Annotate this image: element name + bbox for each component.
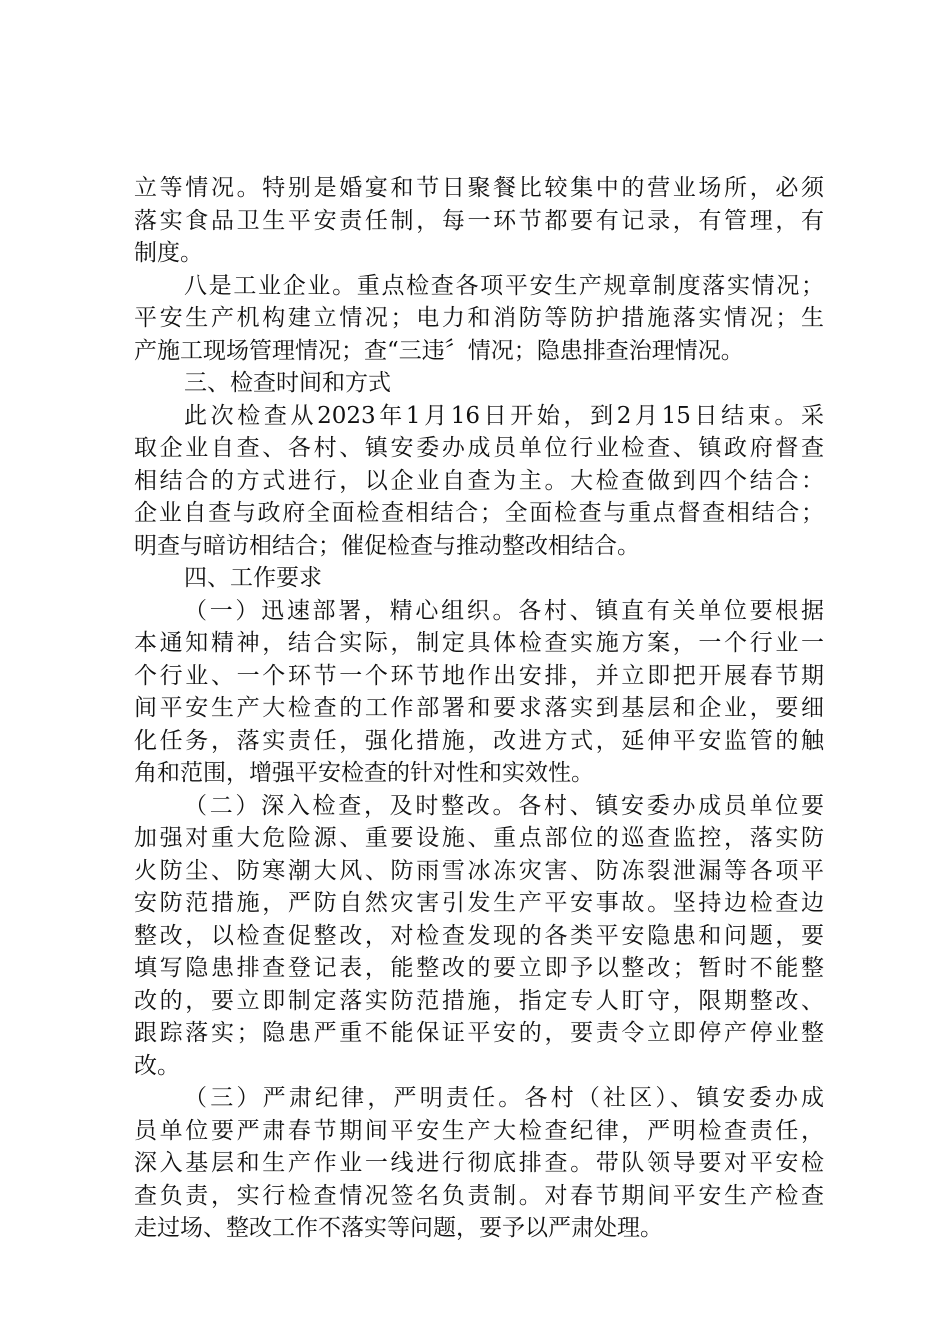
text-line: 平安生产机构建立情况；电力和消防等防护措施落实情况；生 [134,305,824,331]
text-line: 八是工业企业。重点检查各项平安生产规章制度落实情况； [184,272,824,299]
document-body [134,172,824,1245]
text-line: 安防范措施，严防自然灾害引发生产平安事故。坚持边检查边 [134,890,824,916]
text-line: 三、检查时间和方式 [184,370,391,396]
text-line: 间平安生产大检查的工作部署和要求落实到基层和企业，要细 [134,695,824,721]
text-line: 走过场、整改工作不落实等问题，要予以严肃处理。 [134,1215,663,1241]
text-line: 落实食品卫生平安责任制，每一环节都要有记录，有管理，有 [134,207,824,234]
text-line: 员单位要严肃春节期间平安生产大检查纪律，严明检查责任， [134,1117,824,1144]
text-line: 角和范围，增强平安检查的针对性和实效性。 [134,760,594,786]
text-line: 深入基层和生产作业一线进行彻底排查。带队领导要对平安检 [134,1150,824,1176]
text-line: 取企业自查、各村、镇安委办成员单位行业检查、镇政府督查 [134,435,824,461]
text-line: 产施工现场管理情况；查“三违〞情况；隐患排查治理情况。 [134,337,744,364]
text-line: （二）深入检查，及时整改。各村、镇安委办成员单位要 [184,792,824,819]
text-line: 化任务，落实责任，强化措施，改进方式，延伸平安监管的触 [134,727,824,754]
text-line: 四、工作要求 [184,565,322,591]
text-line: 查负责，实行检查情况签名负责制。对春节期间平安生产检查 [134,1182,824,1209]
text-line: 个行业、一个环节一个环节地作出安排，并立即把开展春节期 [134,662,824,689]
text-line: 明查与暗访相结合；催促检查与推动整改相结合。 [134,532,640,559]
text-line: 制度。 [134,240,203,266]
text-line: 改的，要立即制定落实防范措施，指定专人盯守，限期整改、 [134,987,824,1014]
text-line: 改。 [134,1052,180,1079]
text-line: 立等情况。特别是婚宴和节日聚餐比较集中的营业场所，必须 [134,175,824,201]
text-line: 火防尘、防寒潮大风、防雨雪冰冻灾害、防冻裂泄漏等各项平 [134,857,824,884]
text-line: 加强对重大危险源、重要设施、重点部位的巡查监控，落实防 [134,825,824,851]
text-line: 相结合的方式进行，以企业自查为主。大检查做到四个结合： [134,467,824,494]
text-line: 此次检查从2023年1月16日开始，到2月15日结束。采 [184,402,824,429]
text-line: 企业自查与政府全面检查相结合；全面检查与重点督查相结合； [134,500,824,526]
text-line: 跟踪落实；隐患严重不能保证平安的，要责令立即停产停业整 [134,1020,824,1046]
text-line: 填写隐患排查登记表，能整改的要立即予以整改；暂时不能整 [134,955,824,981]
text-line: 整改，以检查促整改，对检查发现的各类平安隐患和问题，要 [134,922,824,949]
text-line: （三）严肃纪律，严明责任。各村（社区）、镇安委办成 [184,1085,824,1111]
text-line: （一）迅速部署，精心组织。各村、镇直有关单位要根据 [184,597,824,624]
text-line: 本通知精神，结合实际，制定具体检查实施方案，一个行业一 [134,630,824,656]
